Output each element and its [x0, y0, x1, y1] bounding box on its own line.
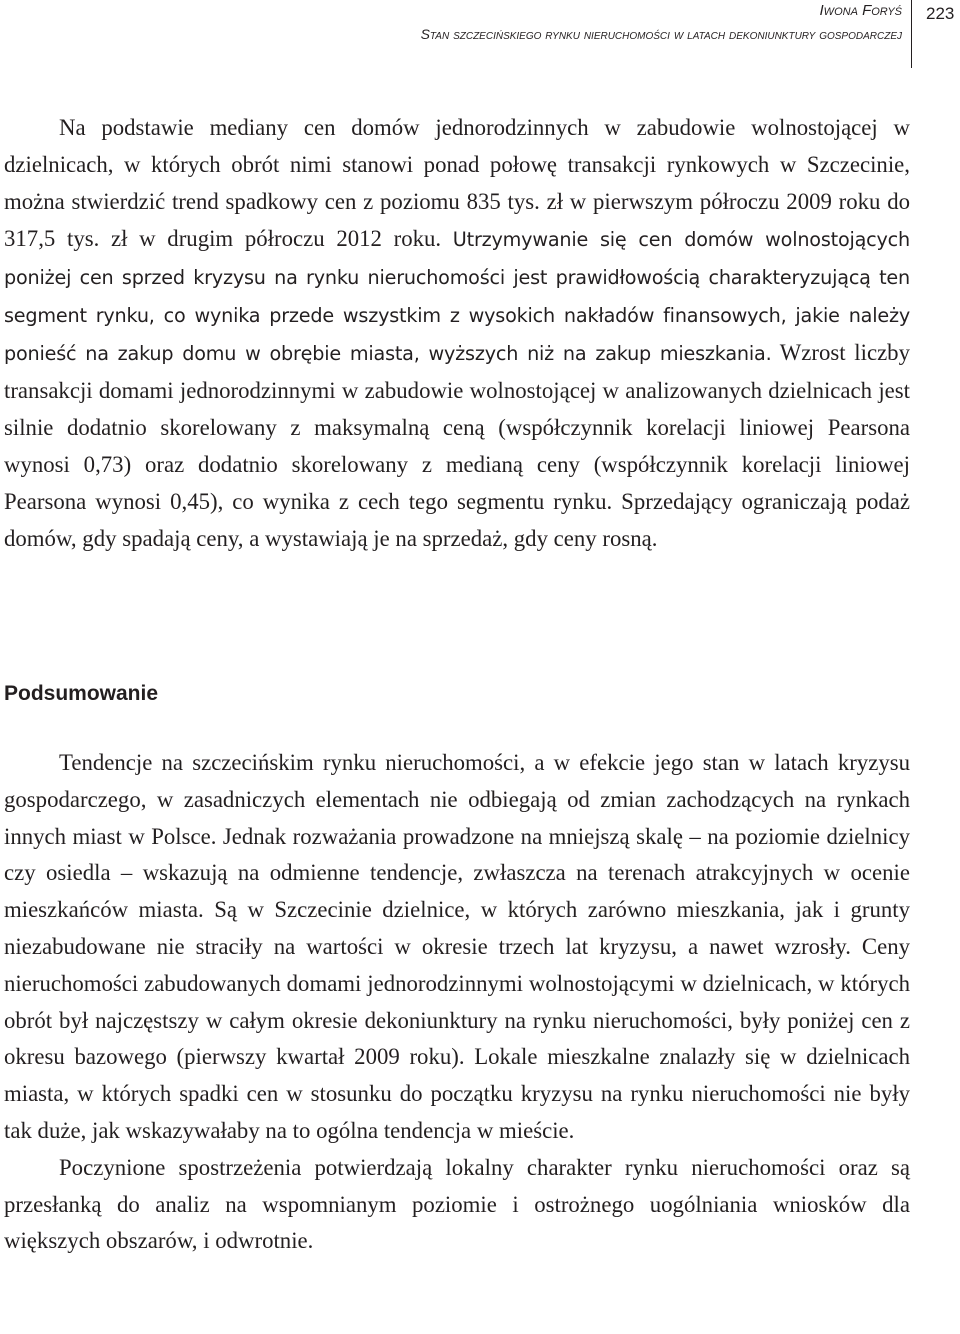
section-heading: Podsumowanie: [4, 682, 159, 705]
summary-text: [4, 745, 910, 1260]
header-divider: [911, 0, 912, 68]
page-number: 223: [926, 4, 955, 23]
summary-paragraph-2: Poczynione spostrzeżenia potwierdzają lokalny charakter rynku nieruchomości oraz są przesłanką do analiz na wspomnianym poziomie i ostrożnego uogólniania wniosków dla większych obszarów, i odwrotnie.: [4, 1154, 910, 1254]
body-paragraph-part-3: Wzrost liczby transakcji domami jednorodzinnymi w zabudowie wolnostojącej w analizowanych dzielnicach jest silnie dodatnio skorelowany z maksymalną ceną (współczynnik korelacji liniowej Pearsona wynosi 0,73) oraz dodatnio skorelowany z medianą ceny (współczynnik korelacji liniowej Pearsona wynosi 0,45), co wynika z cech tego segmentu rynku. Sprzedający ograniczają podaż domów, gdy spadają ceny, a wystawiają je na sprzedaż, gdy ceny rosną.: [4, 340, 910, 551]
header-author: Iwona Foryś: [819, 2, 902, 19]
running-header: [0, 0, 960, 70]
body-paragraph-part-2: Utrzymywanie się cen domów wolnostojących poniżej cen sprzed kryzysu na rynku nieruchomości jest prawidłowością charakteryzującą ten segment rynku, co wynika przede wszystkim z wysokich nakładów finansowych, jakie należy ponieść na zakup domu w obrębie miasta, wyższych niż na zakup mieszkania.: [4, 228, 910, 365]
body-text: [4, 109, 910, 557]
body-paragraph-part-1: Na podstawie mediany cen domów jednorodzinnych w zabudowie wolnostojącej w dzielnicach, w których obrót nimi stanowi ponad połowę transakcji rynkowych w Szczecinie, można stwierdzić trend spadkowy cen z poziomu 835 tys. zł w pierwszym półroczu 2009 roku do 317,5 tys. zł w drugim półroczu 2012 roku.: [4, 115, 910, 251]
body-paragraph: [4, 109, 910, 557]
header-running-title: Stan szczecińskiego rynku nieruchomości w latach dekoniunktury gospodarczej: [420, 26, 902, 42]
summary-paragraph-1: Tendencje na szczecińskim rynku nieruchomości, a w efekcie jego stan w latach kryzysu gospodarczego, w zasadniczych elementach nie odbiegają od zmian zachodzących na rynkach innych miast w Polsce. Jednak rozważania prowadzone na mniejszą skalę – na poziomie dzielnicy czy osiedla – wskazują na odmienne tendencje, zwłaszcza na terenach atrakcyjnych w ocenie mieszkańców miasta. Są w Szczecinie dzielnice, w których zarówno mieszkania, jak i grunty niezabudowane nie straciły na wartości w okresie trzech lat kryzysu, a nawet wzrosły. Ceny nieruchomości zabudowanych domami jednorodzinnymi wolnostojącymi w dzielnicach, w których obrót był najczęstszy w całym okresie dekoniunktury na rynku nieruchomości, były poniżej cen z okresu bazowego (pierwszy kwartał 2009 roku). Lokale mieszkalne znalazły się w dzielnicach miasta, w których spadki cen w stosunku do początku kryzysu na rynku nieruchomości nie były tak duże, jak wskazywałaby na to ogólna tendencja w mieście.: [4, 750, 910, 1143]
